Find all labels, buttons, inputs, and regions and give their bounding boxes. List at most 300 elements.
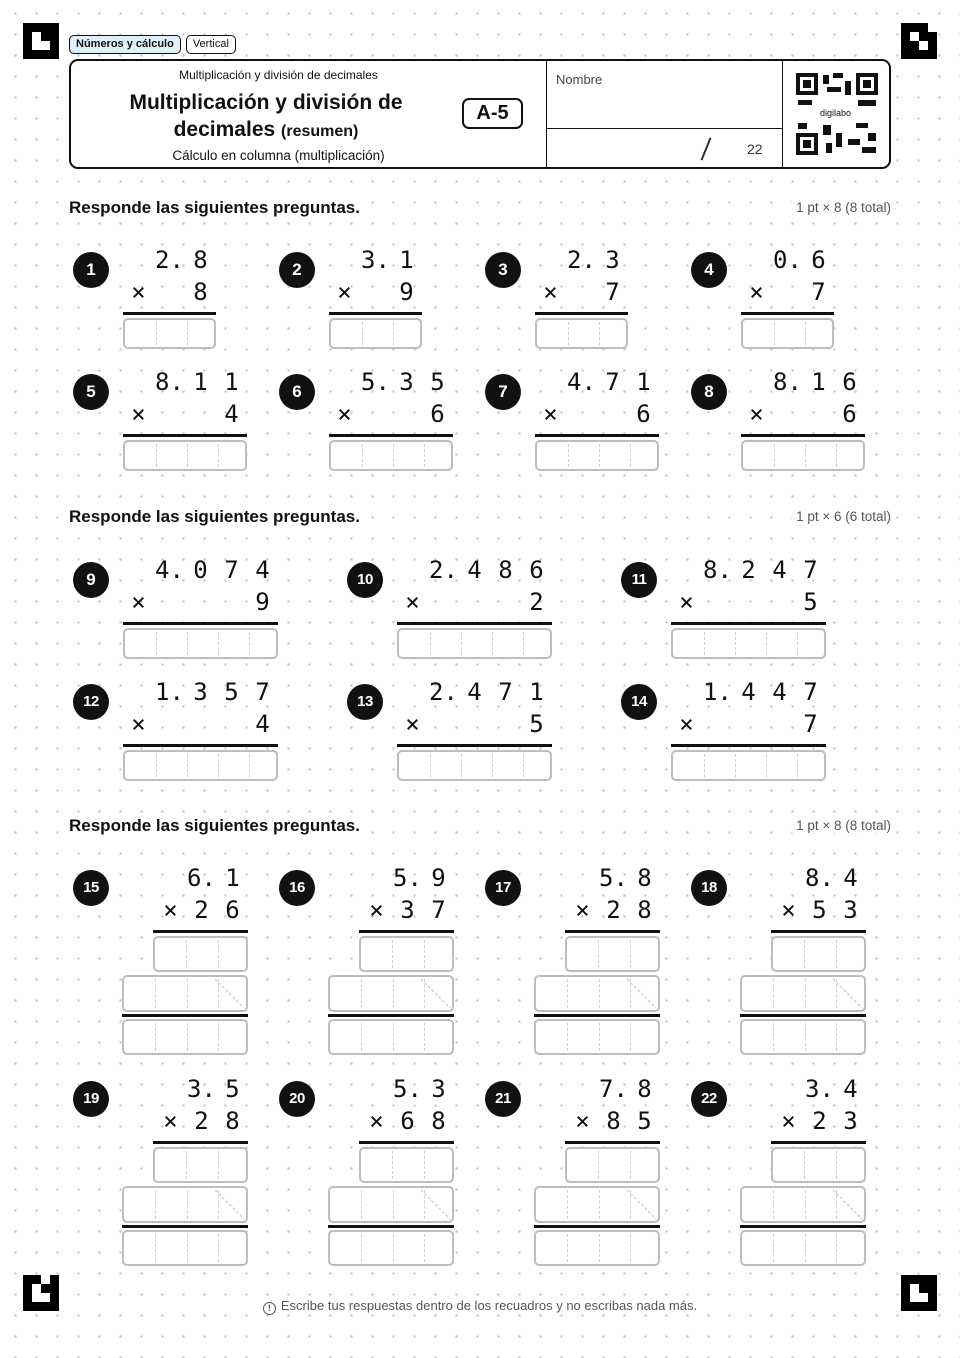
multiplicand-digit: 1. bbox=[703, 678, 732, 706]
footer-note bbox=[0, 1298, 960, 1315]
multiplicand-digit: 0. bbox=[773, 246, 802, 274]
multiplicand-digit: 3. bbox=[805, 1075, 834, 1103]
times-sign: × bbox=[369, 1107, 384, 1135]
box-divider bbox=[186, 1151, 187, 1179]
answer-box[interactable] bbox=[123, 628, 278, 659]
multiplier-digit: 2 bbox=[194, 1107, 209, 1135]
multiplicand-digit: 7 bbox=[605, 368, 620, 396]
box-divider bbox=[567, 1234, 568, 1262]
problem-number: 1 bbox=[73, 252, 109, 288]
problem-number: 3 bbox=[485, 252, 521, 288]
partial-product-box[interactable] bbox=[565, 1147, 660, 1183]
times-sign: × bbox=[575, 896, 590, 924]
box-divider bbox=[836, 1023, 837, 1051]
box-divider bbox=[424, 1234, 425, 1262]
times-sign: × bbox=[679, 588, 694, 616]
multiplicand-digit: 4. bbox=[567, 368, 596, 396]
box-divider bbox=[392, 1151, 393, 1179]
multiplier-digit: 5 bbox=[803, 588, 818, 616]
partial-product-box[interactable] bbox=[740, 975, 866, 1012]
product-rule bbox=[359, 930, 454, 933]
problem-number: 4 bbox=[691, 252, 727, 288]
problem-number: 2 bbox=[279, 252, 315, 288]
multiplicand-digit: 8 bbox=[637, 1075, 652, 1103]
box-divider bbox=[804, 1151, 805, 1179]
times-sign: × bbox=[131, 278, 146, 306]
box-divider bbox=[599, 1234, 600, 1262]
sum-rule bbox=[740, 1014, 866, 1017]
box-divider bbox=[492, 632, 493, 655]
multiplicand-digit: 1 bbox=[811, 368, 826, 396]
box-divider bbox=[492, 754, 493, 777]
multiplicand-digit: 7 bbox=[255, 678, 270, 706]
multiplier-digit: 5 bbox=[637, 1107, 652, 1135]
box-divider bbox=[218, 632, 219, 655]
multiplier-digit: 6 bbox=[430, 400, 445, 428]
header-supertitle: Multiplicación y división de decimales bbox=[179, 68, 378, 82]
times-sign: × bbox=[369, 896, 384, 924]
tag-format: Vertical bbox=[186, 35, 236, 54]
box-divider bbox=[187, 754, 188, 777]
multiplier-digit: 2 bbox=[812, 1107, 827, 1135]
partial-product-box[interactable] bbox=[153, 936, 248, 972]
box-divider bbox=[598, 940, 599, 968]
times-sign: × bbox=[781, 1107, 796, 1135]
sum-rule bbox=[740, 1225, 866, 1228]
multiplier-digit: 4 bbox=[255, 710, 270, 738]
multiplicand-digit: 4 bbox=[843, 1075, 858, 1103]
footer-text: Escribe tus respuestas dentro de los recuadros y no escribas nada más. bbox=[280, 1298, 698, 1313]
tag-group bbox=[69, 35, 236, 54]
partial-product-box[interactable] bbox=[122, 975, 248, 1012]
box-divider bbox=[805, 444, 806, 467]
box-divider bbox=[249, 754, 250, 777]
product-rule bbox=[153, 1141, 248, 1144]
box-divider bbox=[187, 444, 188, 467]
multiplicand-digit: 1 bbox=[636, 368, 651, 396]
box-divider bbox=[155, 1234, 156, 1262]
multiplicand-digit: 4 bbox=[772, 556, 787, 584]
problem-number: 5 bbox=[73, 374, 109, 410]
carry-slash-icon bbox=[536, 1188, 658, 1221]
multiplicand-digit: 7 bbox=[224, 556, 239, 584]
box-divider bbox=[362, 322, 363, 345]
problem-number: 10 bbox=[347, 562, 383, 598]
problem-number: 17 bbox=[485, 870, 521, 906]
info-icon: ! bbox=[263, 1302, 276, 1315]
sum-rule bbox=[534, 1225, 660, 1228]
multiplier-digit: 6 bbox=[225, 896, 240, 924]
problem-number: 15 bbox=[73, 870, 109, 906]
box-divider bbox=[630, 1023, 631, 1051]
partial-product-box[interactable] bbox=[328, 975, 454, 1012]
box-divider bbox=[804, 940, 805, 968]
qr-code-area bbox=[782, 61, 889, 167]
box-divider bbox=[836, 1151, 837, 1179]
box-divider bbox=[424, 1023, 425, 1051]
product-rule bbox=[671, 744, 826, 747]
header-title-area bbox=[71, 61, 546, 167]
multiplicand-digit: 7 bbox=[498, 678, 513, 706]
multiplicand-digit: 5 bbox=[224, 678, 239, 706]
partial-product-box[interactable] bbox=[740, 1186, 866, 1223]
box-divider bbox=[805, 1234, 806, 1262]
box-divider bbox=[187, 632, 188, 655]
worksheet-header bbox=[69, 59, 891, 169]
multiplicand-digit: 3. bbox=[187, 1075, 216, 1103]
multiplicand-digit: 3. bbox=[361, 246, 390, 274]
multiplicand-digit: 0 bbox=[193, 556, 208, 584]
partial-product-box[interactable] bbox=[122, 1186, 248, 1223]
product-rule bbox=[153, 930, 248, 933]
box-divider bbox=[523, 632, 524, 655]
answer-box[interactable] bbox=[534, 1230, 660, 1266]
section-title: Responde las siguientes preguntas. bbox=[69, 507, 364, 527]
product-rule bbox=[397, 744, 552, 747]
multiplicand-digit: 5. bbox=[393, 864, 422, 892]
answer-box[interactable] bbox=[122, 1230, 248, 1266]
multiplicand-digit: 5 bbox=[225, 1075, 240, 1103]
box-divider bbox=[218, 1234, 219, 1262]
box-divider bbox=[393, 322, 394, 345]
box-divider bbox=[218, 940, 219, 968]
multiplicand-digit: 4 bbox=[741, 678, 756, 706]
answer-box[interactable] bbox=[741, 440, 865, 471]
box-divider bbox=[766, 754, 767, 777]
box-divider bbox=[187, 1023, 188, 1051]
answer-box[interactable] bbox=[741, 318, 834, 349]
box-divider bbox=[156, 444, 157, 467]
answer-box[interactable] bbox=[329, 318, 422, 349]
multiplicand-digit: 8. bbox=[155, 368, 184, 396]
multiplicand-digit: 4 bbox=[467, 678, 482, 706]
partial-product-box[interactable] bbox=[565, 936, 660, 972]
product-rule bbox=[329, 312, 422, 315]
name-score-area bbox=[546, 61, 782, 167]
header-subtitle: Cálculo en columna (multiplicación) bbox=[172, 148, 385, 163]
multiplier-digit: 9 bbox=[399, 278, 414, 306]
product-rule bbox=[359, 1141, 454, 1144]
multiplicand-digit: 4 bbox=[843, 864, 858, 892]
box-divider bbox=[218, 1151, 219, 1179]
box-divider bbox=[186, 940, 187, 968]
product-rule bbox=[535, 312, 628, 315]
answer-box[interactable] bbox=[535, 318, 628, 349]
box-divider bbox=[187, 1234, 188, 1262]
name-label: Nombre bbox=[556, 72, 603, 87]
partial-product-box[interactable] bbox=[771, 1147, 866, 1183]
multiplicand-digit: 6 bbox=[811, 246, 826, 274]
name-divider bbox=[547, 128, 783, 129]
multiplicand-digit: 8 bbox=[193, 246, 208, 274]
times-sign: × bbox=[405, 588, 420, 616]
product-rule bbox=[123, 434, 247, 437]
multiplier-digit: 7 bbox=[811, 278, 826, 306]
box-divider bbox=[599, 322, 600, 345]
box-divider bbox=[766, 632, 767, 655]
times-sign: × bbox=[781, 896, 796, 924]
multiplier-digit: 2 bbox=[194, 896, 209, 924]
title-suffix: (resumen) bbox=[281, 123, 359, 140]
multiplicand-digit: 1 bbox=[224, 368, 239, 396]
box-divider bbox=[461, 632, 462, 655]
box-divider bbox=[568, 444, 569, 467]
answer-box[interactable] bbox=[122, 1019, 248, 1055]
qr-code-icon bbox=[796, 73, 878, 155]
multiplicand-digit: 3 bbox=[431, 1075, 446, 1103]
answer-box[interactable] bbox=[397, 628, 552, 659]
box-divider bbox=[774, 322, 775, 345]
corner-marker-top-left bbox=[23, 23, 59, 59]
product-rule bbox=[123, 312, 216, 315]
answer-box[interactable] bbox=[123, 750, 278, 781]
problem-number: 6 bbox=[279, 374, 315, 410]
carry-slash-icon bbox=[330, 1188, 452, 1221]
multiplier-digit: 6 bbox=[636, 400, 651, 428]
answer-box[interactable] bbox=[535, 440, 659, 471]
sum-rule bbox=[328, 1014, 454, 1017]
answer-box[interactable] bbox=[328, 1019, 454, 1055]
partial-product-box[interactable] bbox=[534, 1186, 660, 1223]
multiplicand-digit: 6 bbox=[529, 556, 544, 584]
multiplier-digit: 8 bbox=[637, 896, 652, 924]
box-divider bbox=[361, 1234, 362, 1262]
problem-number: 22 bbox=[691, 1081, 727, 1117]
box-divider bbox=[836, 940, 837, 968]
carry-slash-icon bbox=[124, 1188, 246, 1221]
multiplicand-digit: 9 bbox=[431, 864, 446, 892]
box-divider bbox=[805, 322, 806, 345]
box-divider bbox=[218, 1023, 219, 1051]
box-divider bbox=[630, 444, 631, 467]
answer-box[interactable] bbox=[123, 318, 216, 349]
answer-box[interactable] bbox=[740, 1019, 866, 1055]
box-divider bbox=[218, 754, 219, 777]
box-divider bbox=[630, 1234, 631, 1262]
page-title bbox=[121, 89, 411, 145]
product-rule bbox=[535, 434, 659, 437]
box-divider bbox=[735, 754, 736, 777]
answer-box[interactable] bbox=[534, 1019, 660, 1055]
product-rule bbox=[329, 434, 453, 437]
qr-label: digilabo bbox=[820, 108, 852, 118]
tag-category: Números y cálculo bbox=[69, 35, 181, 54]
partial-product-box[interactable] bbox=[328, 1186, 454, 1223]
section-heading-2 bbox=[69, 507, 891, 527]
partial-product-box[interactable] bbox=[359, 936, 454, 972]
box-divider bbox=[424, 444, 425, 467]
product-rule bbox=[123, 622, 278, 625]
answer-box[interactable] bbox=[397, 750, 552, 781]
answer-box[interactable] bbox=[740, 1230, 866, 1266]
section-heading-1 bbox=[69, 198, 891, 218]
box-divider bbox=[630, 940, 631, 968]
box-divider bbox=[218, 444, 219, 467]
box-divider bbox=[392, 940, 393, 968]
multiplier-digit: 9 bbox=[255, 588, 270, 616]
box-divider bbox=[187, 322, 188, 345]
box-divider bbox=[836, 1234, 837, 1262]
problem-number: 7 bbox=[485, 374, 521, 410]
multiplicand-digit: 1 bbox=[225, 864, 240, 892]
box-divider bbox=[155, 1023, 156, 1051]
multiplicand-digit: 2 bbox=[741, 556, 756, 584]
multiplicand-digit: 6 bbox=[842, 368, 857, 396]
partial-product-box[interactable] bbox=[153, 1147, 248, 1183]
product-rule bbox=[771, 930, 866, 933]
box-divider bbox=[774, 444, 775, 467]
box-divider bbox=[773, 1234, 774, 1262]
product-rule bbox=[771, 1141, 866, 1144]
box-divider bbox=[430, 632, 431, 655]
section-score: 1 pt × 6 (6 total) bbox=[792, 509, 891, 524]
box-divider bbox=[156, 632, 157, 655]
box-divider bbox=[568, 322, 569, 345]
multiplier-digit: 6 bbox=[842, 400, 857, 428]
multiplicand-digit: 7. bbox=[599, 1075, 628, 1103]
sum-rule bbox=[328, 1225, 454, 1228]
multiplicand-digit: 7 bbox=[803, 678, 818, 706]
box-divider bbox=[424, 940, 425, 968]
box-divider bbox=[393, 1234, 394, 1262]
score-total: 22 bbox=[747, 141, 763, 157]
box-divider bbox=[599, 1023, 600, 1051]
box-divider bbox=[735, 632, 736, 655]
problem-number: 11 bbox=[621, 562, 657, 598]
times-sign: × bbox=[131, 588, 146, 616]
multiplicand-digit: 1 bbox=[193, 368, 208, 396]
box-divider bbox=[567, 1023, 568, 1051]
multiplier-digit: 5 bbox=[529, 710, 544, 738]
partial-product-box[interactable] bbox=[534, 975, 660, 1012]
box-divider bbox=[805, 1023, 806, 1051]
product-rule bbox=[123, 744, 278, 747]
box-divider bbox=[523, 754, 524, 777]
sum-rule bbox=[122, 1225, 248, 1228]
times-sign: × bbox=[543, 400, 558, 428]
corner-marker-top-right bbox=[901, 23, 937, 59]
times-sign: × bbox=[575, 1107, 590, 1135]
times-sign: × bbox=[131, 400, 146, 428]
multiplicand-digit: 3 bbox=[193, 678, 208, 706]
multiplicand-digit: 1 bbox=[399, 246, 414, 274]
times-sign: × bbox=[543, 278, 558, 306]
times-sign: × bbox=[337, 278, 352, 306]
section-title: Responde las siguientes preguntas. bbox=[69, 198, 364, 218]
box-divider bbox=[704, 754, 705, 777]
product-rule bbox=[397, 622, 552, 625]
answer-box[interactable] bbox=[671, 750, 826, 781]
title-line-1: Multiplicación y división de bbox=[129, 91, 403, 114]
section-title: Responde las siguientes preguntas. bbox=[69, 816, 364, 836]
multiplicand-digit: 8 bbox=[637, 864, 652, 892]
partial-product-box[interactable] bbox=[359, 1147, 454, 1183]
problem-number: 16 bbox=[279, 870, 315, 906]
multiplicand-digit: 2. bbox=[567, 246, 596, 274]
answer-box[interactable] bbox=[329, 440, 453, 471]
problem-number: 12 bbox=[73, 684, 109, 720]
section-heading-3 bbox=[69, 816, 891, 836]
multiplicand-digit: 2. bbox=[155, 246, 184, 274]
multiplier-digit: 8 bbox=[606, 1107, 621, 1135]
multiplier-digit: 2 bbox=[529, 588, 544, 616]
carry-slash-icon bbox=[742, 977, 864, 1010]
multiplier-digit: 8 bbox=[431, 1107, 446, 1135]
multiplier-digit: 5 bbox=[812, 896, 827, 924]
box-divider bbox=[393, 1023, 394, 1051]
multiplier-digit: 3 bbox=[400, 896, 415, 924]
multiplicand-digit: 8 bbox=[498, 556, 513, 584]
box-divider bbox=[836, 444, 837, 467]
answer-box[interactable] bbox=[123, 440, 247, 471]
section-score: 1 pt × 8 (8 total) bbox=[792, 818, 891, 833]
answer-box[interactable] bbox=[671, 628, 826, 659]
product-rule bbox=[565, 930, 660, 933]
multiplier-digit: 2 bbox=[606, 896, 621, 924]
box-divider bbox=[461, 754, 462, 777]
multiplicand-digit: 4 bbox=[467, 556, 482, 584]
multiplier-digit: 7 bbox=[605, 278, 620, 306]
times-sign: × bbox=[163, 1107, 178, 1135]
box-divider bbox=[797, 632, 798, 655]
carry-slash-icon bbox=[536, 977, 658, 1010]
problem-number: 14 bbox=[621, 684, 657, 720]
problem-number: 18 bbox=[691, 870, 727, 906]
problem-number: 21 bbox=[485, 1081, 521, 1117]
product-rule bbox=[741, 434, 865, 437]
section-score: 1 pt × 8 (8 total) bbox=[792, 200, 891, 215]
multiplicand-digit: 1 bbox=[529, 678, 544, 706]
box-divider bbox=[704, 632, 705, 655]
multiplicand-digit: 5. bbox=[361, 368, 390, 396]
carry-slash-icon bbox=[742, 1188, 864, 1221]
multiplier-digit: 4 bbox=[224, 400, 239, 428]
box-divider bbox=[361, 1023, 362, 1051]
multiplicand-digit: 6. bbox=[187, 864, 216, 892]
problem-number: 20 bbox=[279, 1081, 315, 1117]
multiplicand-digit: 4 bbox=[772, 678, 787, 706]
multiplier-digit: 3 bbox=[843, 1107, 858, 1135]
problem-number: 9 bbox=[73, 562, 109, 598]
worksheet-code-badge: A-5 bbox=[462, 98, 523, 129]
product-rule bbox=[671, 622, 826, 625]
box-divider bbox=[249, 632, 250, 655]
multiplicand-digit: 2. bbox=[429, 678, 458, 706]
title-line-2: decimales bbox=[173, 118, 276, 141]
partial-product-box[interactable] bbox=[771, 936, 866, 972]
product-rule bbox=[565, 1141, 660, 1144]
times-sign: × bbox=[679, 710, 694, 738]
sum-rule bbox=[122, 1014, 248, 1017]
multiplier-digit: 7 bbox=[431, 896, 446, 924]
box-divider bbox=[362, 444, 363, 467]
carry-slash-icon bbox=[330, 977, 452, 1010]
box-divider bbox=[430, 754, 431, 777]
times-sign: × bbox=[131, 710, 146, 738]
multiplicand-digit: 8. bbox=[703, 556, 732, 584]
multiplicand-digit: 7 bbox=[803, 556, 818, 584]
multiplier-digit: 8 bbox=[193, 278, 208, 306]
sum-rule bbox=[534, 1014, 660, 1017]
times-sign: × bbox=[337, 400, 352, 428]
answer-box[interactable] bbox=[328, 1230, 454, 1266]
box-divider bbox=[156, 754, 157, 777]
box-divider bbox=[598, 1151, 599, 1179]
multiplicand-digit: 4 bbox=[255, 556, 270, 584]
multiplicand-digit: 3 bbox=[605, 246, 620, 274]
multiplicand-digit: 5. bbox=[599, 864, 628, 892]
multiplicand-digit: 5. bbox=[393, 1075, 422, 1103]
